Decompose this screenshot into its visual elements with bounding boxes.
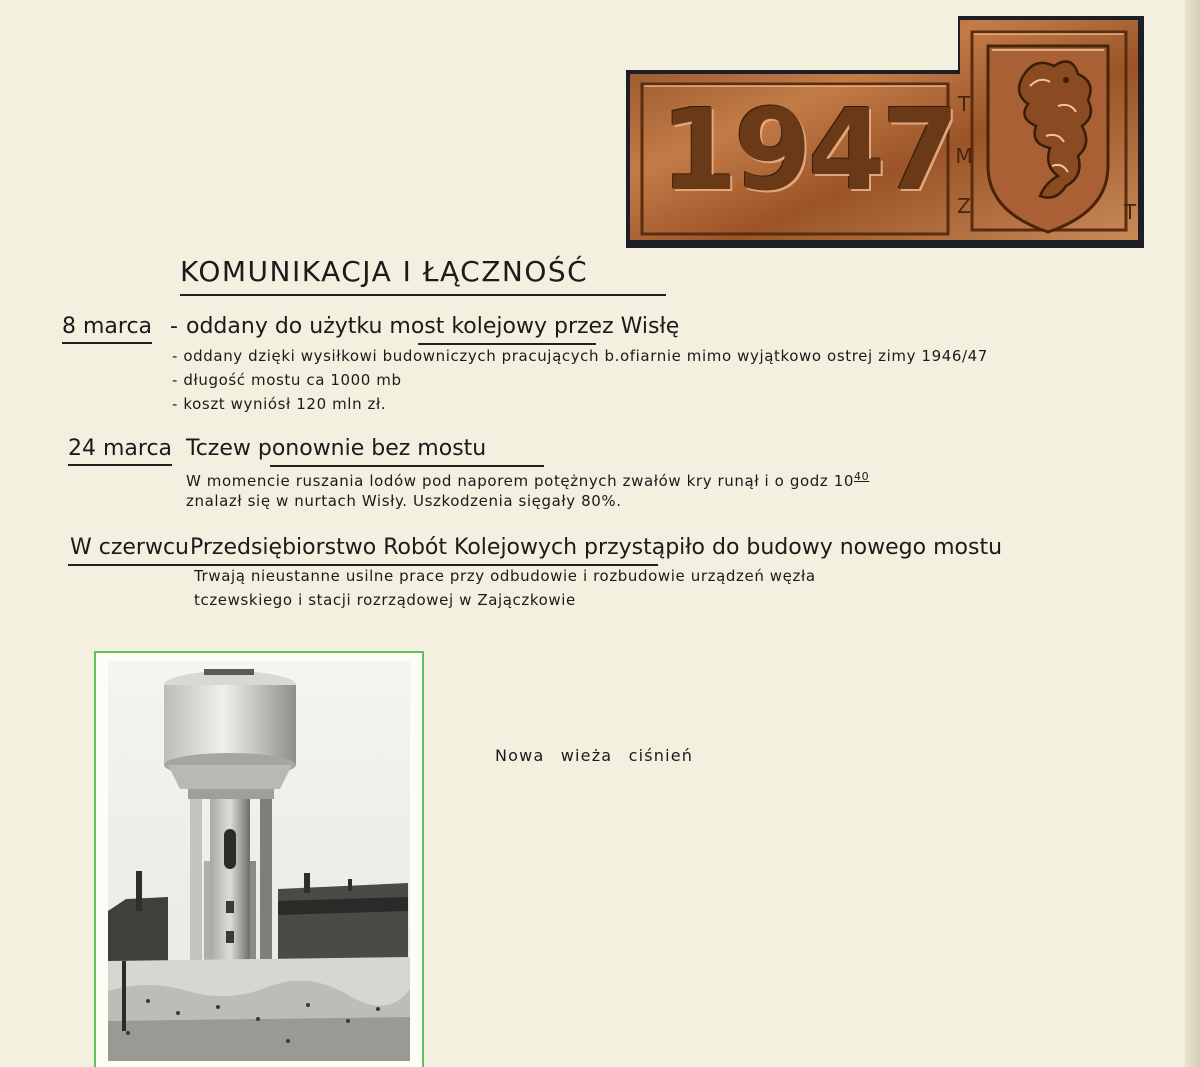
photo-caption: Nowa wieża ciśnień [495,746,694,765]
page-title: KOMUNIKACJA I ŁĄCZNOŚĆ [180,252,666,296]
photo-frame [94,651,424,1067]
entry-3-line-1: Trwają nieustanne usilne prace przy odbudowie i rozbudowie urządzeń węzła [194,567,816,585]
entry-1-line-1: - oddany dzięki wysiłkowi budowniczych pracujących b.ofiarnie mimo wyjątkowo ostrej zimy 1946/47 [172,347,988,365]
time-minutes: 40 [853,470,870,483]
entry-1-date: 8 marca [62,312,152,344]
entry-3-heading: Przedsiębiorstwo Robót Kolejowych przystąpiło do budowy nowego mostu [190,535,1003,560]
entry-1-line-2: - długość mostu ca 1000 mb [172,371,402,389]
plaque-letter-t-right: T [1123,200,1137,224]
plaque-letter-m: M [955,144,973,168]
plaque-letter-t: T [957,92,971,116]
copper-plaque-1947 [626,16,1152,248]
album-page-edge [1185,0,1200,1067]
entry-1-dash: - [170,314,178,339]
entry-3-line-2: tczewskiego i stacji rozrządowej w Zajączkowie [194,591,576,609]
plaque-year: 1947 [660,86,956,216]
entry-1-heading: oddany do użytku most kolejowy przez Wisłę [186,314,680,339]
entry-2-heading: Tczew ponownie bez mostu [186,436,487,461]
entry-3-date: W czerwcu [70,535,190,560]
entry-1-line-3: - koszt wyniósł 120 mln zł. [172,395,387,413]
entry-2-date: 24 marca [68,434,172,466]
entry-2-line-2: znalazł się w nurtach Wisły. Uszkodzenia sięgały 80%. [186,492,622,510]
water-tower-photo [108,661,410,1061]
plaque-letter-z: Z [957,194,971,218]
entry-2-line-1: W momencie ruszania lodów pod naporem potężnych zwałów kry runął i o godz $10^{40}$ [186,470,870,490]
